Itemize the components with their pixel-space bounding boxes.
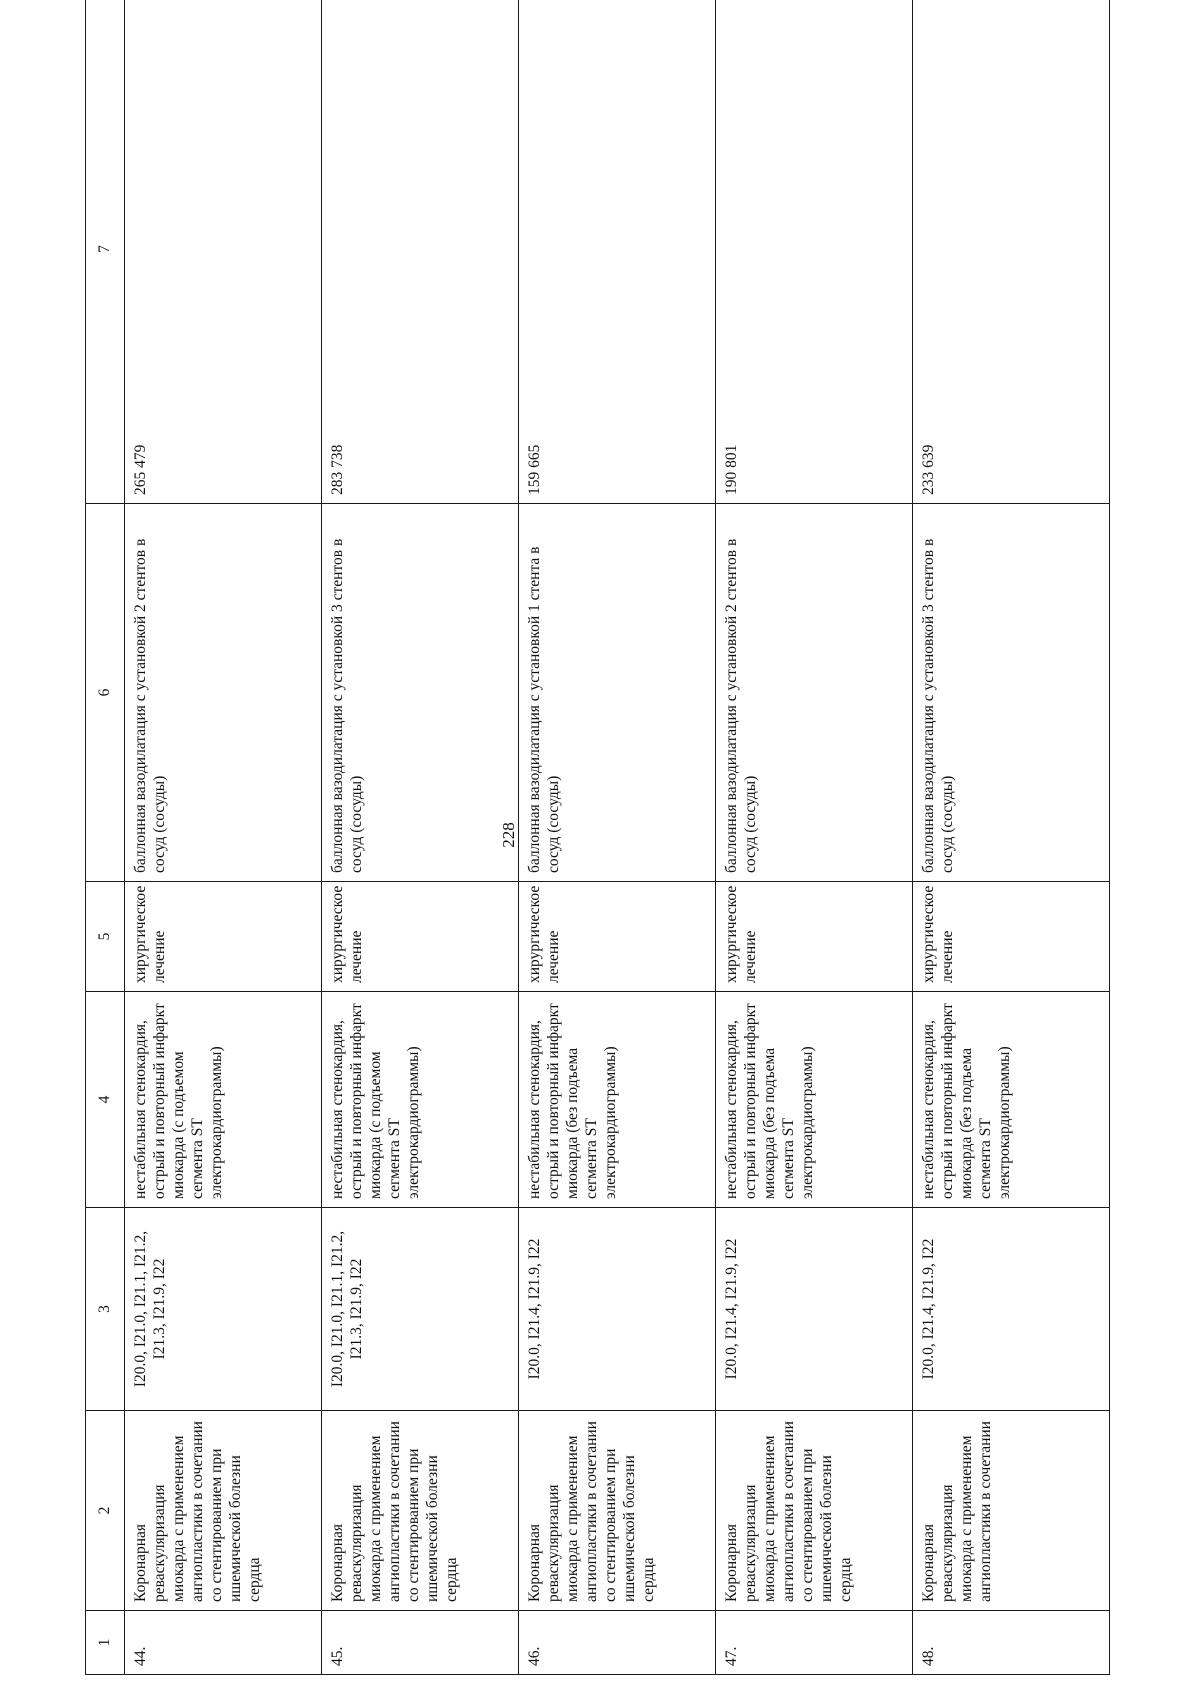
icd-codes: I20.0, I21.4, I21.9, I22 (716, 1208, 913, 1411)
diagnosis: нестабильная стенокардия, острый и повторный инфаркт миокарда (с подъемом сегмента ST электрокардиограммы) (322, 992, 519, 1208)
treatment-type: хирургическое лечение (913, 882, 1110, 992)
treatment-method: баллонная вазодилатация с установкой 1 стента в сосуд (сосуды) (519, 504, 716, 882)
treatment-type: хирургическое лечение (716, 882, 913, 992)
icd-codes: I20.0, I21.0, I21.1, I21.2, I21.3, I21.9, I22 (322, 1208, 519, 1411)
table-row (716, 0, 913, 1675)
icd-codes: I20.0, I21.4, I21.9, I22 (519, 1208, 716, 1411)
table-row (322, 0, 519, 1675)
diagnosis: нестабильная стенокардия, острый и повторный инфаркт миокарда (без подъема сегмента ST электрокардиограммы) (716, 992, 913, 1208)
treatment-type: хирургическое лечение (322, 882, 519, 992)
row-number: 48. (913, 1611, 1110, 1675)
table-row (125, 0, 322, 1675)
icd-codes: I20.0, I21.0, I21.1, I21.2, I21.3, I21.9, I22 (125, 1208, 322, 1411)
diagnosis: нестабильная стенокардия, острый и повторный инфаркт миокарда (с подъемом сегмента ST электрокардиограммы) (125, 992, 322, 1208)
header-col-3: 3 (86, 1208, 125, 1411)
treatment-type: хирургическое лечение (125, 882, 322, 992)
page-number: 228 (499, 822, 518, 848)
treatment-method: баллонная вазодилатация с установкой 3 стентов в сосуд (сосуды) (913, 504, 1110, 882)
table-row (913, 0, 1110, 1675)
cost: 190 801 (716, 0, 913, 504)
cost: 233 639 (913, 0, 1110, 504)
row-number: 44. (125, 1611, 322, 1675)
header-col-6: 6 (86, 504, 125, 882)
table-row (519, 0, 716, 1675)
row-number: 46. (519, 1611, 716, 1675)
diagnosis: нестабильная стенокардия, острый и повторный инфаркт миокарда (без подъема сегмента ST электрокардиограммы) (913, 992, 1110, 1208)
treatment-method: баллонная вазодилатация с установкой 3 стентов в сосуд (сосуды) (322, 504, 519, 882)
cost: 159 665 (519, 0, 716, 504)
row-number: 47. (716, 1611, 913, 1675)
header-col-1: 1 (86, 1611, 125, 1675)
cost: 283 738 (322, 0, 519, 504)
header-col-2: 2 (86, 1411, 125, 1611)
procedure-name: Коронарная реваскуляризация миокарда с применением ангиопластики в сочетании со стентированием при ишемической болезни сердца (322, 1411, 519, 1611)
header-col-5: 5 (86, 882, 125, 992)
header-row (86, 0, 125, 1675)
procedure-name: Коронарная реваскуляризация миокарда с применением ангиопластики в сочетании со стентированием при ишемической болезни сердца (716, 1411, 913, 1611)
procedure-name: Коронарная реваскуляризация миокарда с применением ангиопластики в сочетании со стентированием при ишемической болезни сердца (519, 1411, 716, 1611)
cost: 265 479 (125, 0, 322, 504)
procedure-name: Коронарная реваскуляризация миокарда с применением ангиопластики в сочетании со стентированием при ишемической болезни сердца (125, 1411, 322, 1611)
header-col-7: 7 (86, 0, 125, 504)
treatment-method: баллонная вазодилатация с установкой 2 стентов в сосуд (сосуды) (125, 504, 322, 882)
procedure-name: Коронарная реваскуляризация миокарда с применением ангиопластики в сочетании (913, 1411, 1110, 1611)
diagnosis: нестабильная стенокардия, острый и повторный инфаркт миокарда (без подъема сегмента ST электрокардиограммы) (519, 992, 716, 1208)
treatment-method: баллонная вазодилатация с установкой 2 стентов в сосуд (сосуды) (716, 504, 913, 882)
procedure-table (85, 0, 1110, 1675)
header-col-4: 4 (86, 992, 125, 1208)
row-number: 45. (322, 1611, 519, 1675)
treatment-type: хирургическое лечение (519, 882, 716, 992)
icd-codes: I20.0, I21.4, I21.9, I22 (913, 1208, 1110, 1411)
